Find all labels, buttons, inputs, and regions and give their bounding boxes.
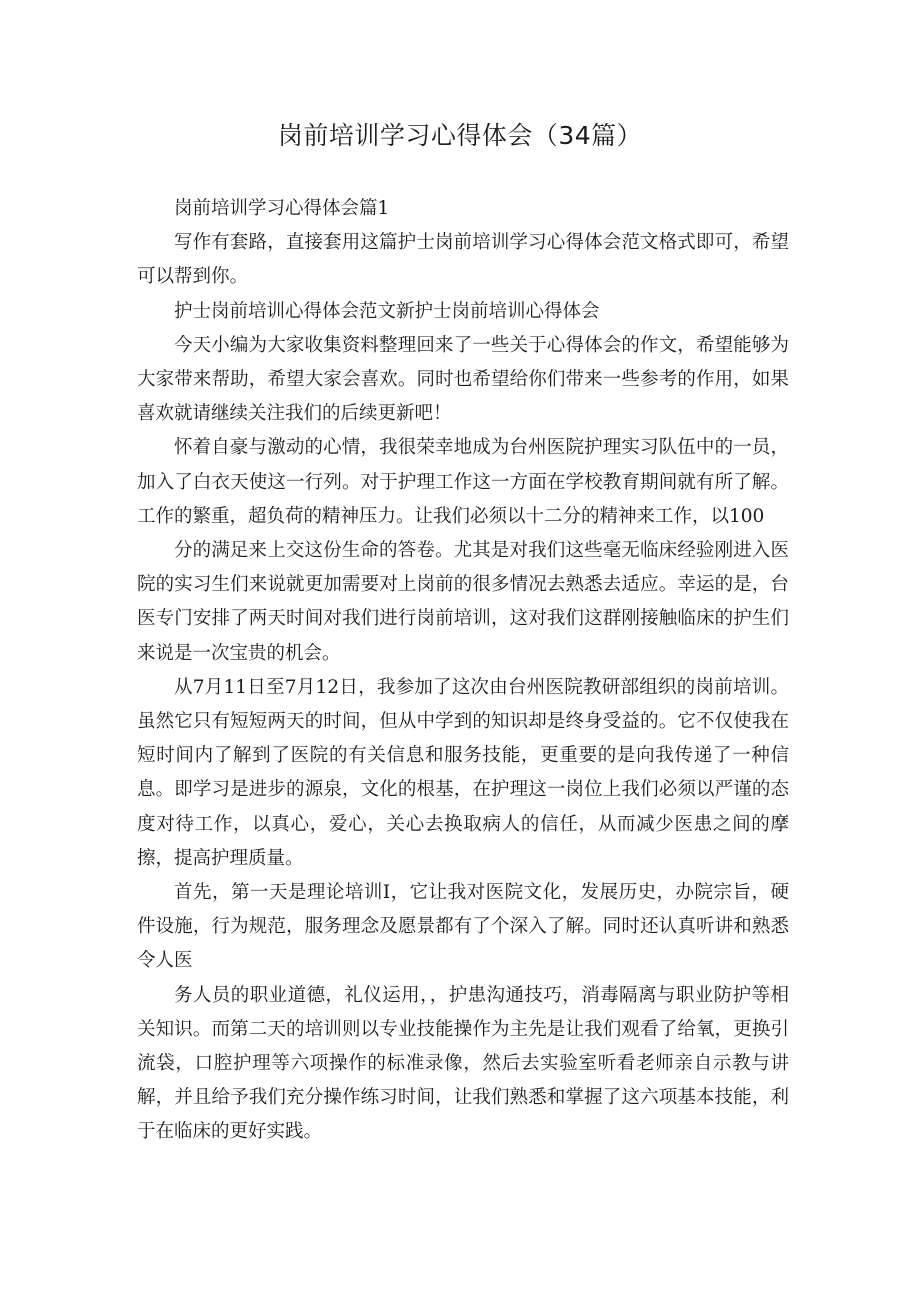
section-heading: 岗前培训学习心得体会篇1 <box>174 198 390 219</box>
paragraph: 今天小编为大家收集资料整理回来了一些关于心得体会的作文，希望能够为大家带来帮助，希望大家会喜欢。同时也希望给你们带来一些参考的作用，如果喜欢就请继续关注我们的后续更新吧！ <box>137 334 789 425</box>
document-body <box>137 192 789 1150</box>
paragraph: 分的满足来上交这份生命的答卷。尤其是对我们这些毫无临床经验刚进入医院的实习生们来说就更加需要对上岗前的很多情况去熟悉去适应。幸运的是，台医专门安排了两天时间对我们进行岗前培训，这对我们这群刚接触临床的护生们来说是一次宝贵的机会。 <box>137 540 789 664</box>
paragraph: 务人员的职业道德，礼仪运用，，护患沟通技巧，消毒隔离与职业防护等相关知识。而第二天的培训则以专业技能操作为主先是让我们观看了给氧，更换引流袋，口腔护理等六项操作的标准录像，然后去实验室听看老师亲自示教与讲解，并且给予我们充分操作练习时间，让我们熟悉和掌握了这六项基本技能，利于在临床的更好实践。 <box>137 984 789 1143</box>
paragraph: 写作有套路，直接套用这篇护士岗前培训学习心得体会范文格式即可，希望可以帮到你。 <box>137 232 789 288</box>
paragraph: 护士岗前培训心得体会范文新护士岗前培训心得体会 <box>174 300 600 322</box>
paragraph: 首先，第一天是理论培训I，它让我对医院文化，发展历史，办院宗旨，硬件设施，行为规范，服务理念及愿景都有了个深入了解。同时还认真听讲和熟悉令人医 <box>137 882 789 972</box>
paragraph: 从7月11日至7月12日，我参加了这次由台州医院教研部组织的岗前培训。虽然它只有短短两天的时间，但从中学到的知识却是终身受益的。它不仅使我在短时间内了解到了医院的有关信息和服务技能，更重要的是向我传递了一种信息。即学习是进步的源泉，文化的根基，在护理这一岗位上我们必须以严谨的态度对待工作，以真心，爱心，关心去换取病人的信任，从而减少医患之间的摩擦，提高护理质量。 <box>137 676 789 869</box>
paragraph: 怀着自豪与激动的心情，我很荣幸地成为台州医院护理实习队伍中的一员，加入了白衣天使这一行列。对于护理工作这一方面在学校教育期间就有所了解。工作的繁重，超负荷的精神压力。让我们必须以十二分的精神来工作，以100 <box>137 437 789 527</box>
document-title: 岗前培训学习心得体会（34篇） <box>277 121 643 150</box>
